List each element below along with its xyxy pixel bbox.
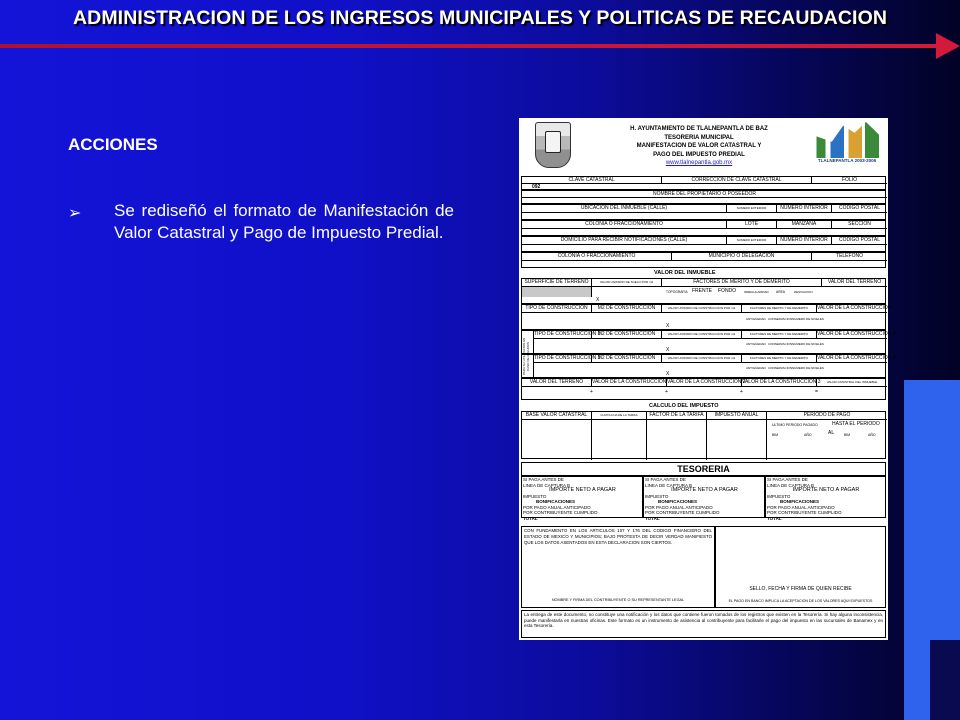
form-cell: IMPUESTO ANUAL [707, 412, 767, 420]
tes-line: LINEA DE CAPTURA B [767, 482, 815, 488]
header-line: PAGO DEL IMPUESTO PREDIAL [653, 151, 745, 158]
tesoreria-title: TESORERIA [521, 462, 886, 476]
form-cell: FACTORES DE MERITO Y DE DEMERITO [742, 305, 817, 313]
form-cell: NUMERO DE NIVELES [792, 317, 824, 321]
form-cell: NUMERO INTERIOR [777, 205, 832, 213]
form-row [521, 220, 886, 236]
form-cell: ANTIGÜEDAD [746, 342, 766, 346]
form-cell: VALOR DE LA CONSTRUCCION [817, 305, 892, 311]
form-row [521, 378, 886, 400]
form-cell: BIM [772, 433, 779, 437]
tes-line: TOTAL [645, 515, 660, 521]
tes-line: IMPUESTO [645, 493, 669, 499]
form-cell: VALOR UNITARIO DE CONSTRUCCION POR m2 [662, 355, 742, 363]
plus-sign: + [590, 389, 593, 395]
form-row [521, 304, 892, 330]
form-cell: NUMERO DE NIVELES [792, 342, 824, 346]
tes-line: BONIFICACIONES [780, 499, 820, 504]
times-sign: X [596, 297, 600, 303]
form-cell: VALOR DE LA CONSTRUCCION 3 [742, 379, 821, 385]
form-cell: TELEFONO [812, 253, 887, 261]
form-cell: BIM [844, 433, 851, 437]
city-logo-caption: TLALNEPANTLA 2003-2006 [817, 158, 877, 163]
form-row [521, 236, 886, 252]
form-cell: VALOR UNITARIO DE SUELO POR m2 [592, 279, 662, 287]
form-row [521, 411, 886, 459]
form-cell: CLAVE CATASTRAL [522, 177, 662, 184]
form-cell: LOTE [727, 221, 777, 229]
tes-line: POR CONTRIBUYENTE CUMPLIDO [767, 510, 842, 515]
form-cell: VALOR UNITARIO DE CONSTRUCCION POR m2 [662, 331, 742, 339]
form-cell: VALOR DE LA CONSTRUCCION [592, 379, 667, 385]
form-cell: MANZANA [777, 221, 832, 229]
header-line: MANIFESTACION DE VALOR CATASTRAL Y [636, 143, 762, 149]
tesoreria-column [643, 476, 765, 521]
form-cell: TOPOGRAFIA [666, 290, 688, 294]
vertical-note: PARA SU UTILIZACION EN CASO DE ADEUDOS [522, 337, 530, 375]
bullet-arrow-icon: ➢ [68, 205, 82, 222]
form-cell: DESVIACION [794, 290, 813, 294]
header-url: www.tlalnepantla.gob.mx [665, 160, 733, 166]
tes-line: POR PAGO ANUAL ANTICIPADO [767, 504, 835, 510]
form-cell: FOLIO [812, 177, 887, 184]
tes-line: IMPUESTO [523, 493, 547, 499]
plus-sign: + [665, 389, 668, 395]
form-cell: BASE VALOR CATASTRAL [522, 412, 592, 420]
form-cell: VALOR UNITARIO DE CONSTRUCCION POR m2 [662, 305, 742, 313]
section-calculo-title: CALCULO DEL IMPUESTO [649, 403, 719, 409]
form-cell: TIPO DE CONSTRUCCION [522, 305, 592, 313]
form-row [521, 252, 886, 268]
form-row [521, 204, 886, 220]
tes-line: SI PAGA ANTES DE [767, 477, 808, 482]
form-cell: VALOR CATASTRAL DEL INMUEBLE [817, 379, 887, 387]
decorative-stripe-dark [930, 640, 960, 720]
tes-line: BONIFICACIONES [536, 499, 576, 504]
form-cell: CODIGO POSTAL [832, 205, 887, 213]
stamp-label: SELLO, FECHA Y FIRMA DE QUIEN RECIBE [749, 586, 852, 592]
tes-line: POR CONTRIBUYENTE CUMPLIDO [645, 510, 720, 515]
form-cell: AÑO [804, 433, 812, 437]
form-row [521, 354, 896, 378]
tes-line: SI PAGA ANTES DE [645, 477, 686, 482]
form-cell: CONSERVACION [768, 317, 793, 321]
form-cell: M2 DE CONSTRUCCION [592, 305, 662, 313]
form-row [521, 176, 886, 190]
form-cell: VALOR DE LA CONSTRUCCION 2 [817, 331, 896, 337]
form-cell: VALOR DE LA CONSTRUCCION 2 [667, 379, 746, 385]
form-cell: VALOR DEL TERRENO [522, 379, 592, 387]
tesoreria-column [521, 476, 643, 521]
tax-form-image [519, 118, 896, 640]
tes-line: IMPUESTO [767, 493, 791, 499]
form-cell: NOMBRE DEL PROPIETARIO O POSEEDOR [522, 191, 887, 198]
form-cell: CODIGO POSTAL [832, 237, 887, 245]
form-header [519, 118, 888, 174]
form-cell: VALOR DEL TERRENO [822, 279, 887, 287]
tes-line: TOTAL [767, 515, 782, 521]
form-cell: TIPO DE CONSTRUCCION 2 [534, 331, 601, 337]
title-underline [0, 44, 940, 48]
clave-value: 092 [532, 184, 541, 190]
tesoreria-column [765, 476, 886, 521]
section-valor-title: VALOR DEL INMUEBLE [654, 270, 716, 276]
form-cell: NUMERO INTERIOR [777, 237, 832, 245]
form-cell: NUMERO EXTERIOR [727, 205, 777, 213]
tes-line: LINEA DE CAPTURA B [523, 482, 571, 488]
signature-line: NOMBRE Y FIRMA DEL CONTRIBUYENTE O SU REPRESENTANTE LEGAL [551, 598, 685, 602]
form-cell: SUPERFICIE DE TERRENO [522, 279, 592, 287]
tes-line: TOTAL [523, 515, 538, 521]
times-sign: X [666, 323, 670, 329]
form-cell: AL [828, 430, 835, 436]
form-cell: COLONIA O FRACCIONAMIENTO [522, 221, 727, 229]
form-cell: FACTORES DE MERITO Y DE DEMERITO [742, 355, 817, 363]
section-heading: ACCIONES [68, 135, 158, 154]
tes-line: POR PAGO ANUAL ANTICIPADO [523, 504, 591, 510]
form-cell: FACTOR DE LA TARIFA [647, 412, 707, 420]
form-cell: NUMERO EXTERIOR [727, 237, 777, 245]
form-cell: M2 DE CONSTRUCCION [592, 355, 662, 363]
form-cell: ULTIMO PERIODO PAGADO [772, 423, 818, 427]
form-cell: IRREGULARIDAD [744, 290, 769, 294]
form-cell: AREA [776, 290, 785, 294]
form-cell: UBICACION DEL INMUEBLE (CALLE) [522, 205, 727, 213]
form-row [521, 330, 896, 354]
city-logo-icon [809, 122, 885, 158]
tes-line: LINEA DE CAPTURA B [645, 482, 693, 488]
stamp-note: EL PAGO EN BANCO IMPLICA LA ACEPTACION DE LOS VALORES AQUI EXPUESTOS [728, 599, 873, 603]
plus-sign: + [740, 389, 743, 395]
tes-line: POR PAGO ANUAL ANTICIPADO [645, 504, 713, 510]
form-cell: CONSERVACION [768, 366, 793, 370]
form-header-text [599, 125, 799, 168]
form-cell: FACTORES DE MERITO Y DE DEMERITO [662, 279, 822, 287]
form-cell: ANTIGÜEDAD [746, 366, 766, 370]
form-cell: AÑO [868, 433, 876, 437]
form-cell: PERIODO DE PAGO [767, 412, 887, 420]
tes-line: IMPORTE NETO A PAGAR [549, 487, 616, 493]
form-cell: COLONIA O FRACCIONAMIENTO [522, 253, 672, 261]
title-arrow-icon [936, 33, 960, 59]
bullet-text: Se rediseñó el formato de Manifestación de Valor Catastral y Pago de Impuesto Predial. [114, 201, 454, 242]
form-cell: SECCION [832, 221, 887, 229]
header-line: H. AYUNTAMIENTO DE TLALNEPANTLA DE BAZ [630, 126, 768, 132]
stamp-box [715, 526, 886, 608]
times-sign: X [666, 347, 670, 353]
equals-sign: = [815, 389, 818, 395]
form-cell: FACTORES DE MERITO Y DE DEMERITO [742, 331, 817, 339]
tes-line: BONIFICACIONES [658, 499, 698, 504]
form-cell: CUOTA FIJA DE LA TARIFA [592, 412, 647, 420]
form-row [521, 190, 886, 204]
form-cell: M2 DE CONSTRUCCION [592, 331, 662, 339]
tes-line: SI PAGA ANTES DE [523, 477, 564, 482]
form-row [521, 278, 886, 304]
tes-line: IMPORTE NETO A PAGAR [792, 487, 860, 493]
tes-line: IMPORTE NETO A PAGAR [671, 487, 738, 493]
form-cell: MUNICIPIO O DELEGACION [672, 253, 812, 261]
tes-line: POR CONTRIBUYENTE CUMPLIDO [523, 510, 598, 515]
municipal-seal-icon [535, 122, 571, 168]
form-cell: DOMICILIO PARA RECIBIR NOTIFICACIONES (CALLE) [522, 237, 727, 245]
form-cell: TIPO DE CONSTRUCCION 3 [534, 355, 601, 361]
form-footer-note: La entrega de este documento, no constituye una notificación y los datos que contiene fueron tomados de los registros que existen en la Tesorería. Si hay alguna inconsistencia, puede manifestarla en nuestras oficinas. Este formato es un instrumento de asistencia al contribuyente para facilitarle el pago del impuesto en las sucursales de Banamex y en esta Tesorería. [521, 610, 886, 638]
form-cell: FRENTE [692, 288, 712, 294]
header-line: TESORERIA MUNICIPAL [664, 134, 734, 141]
form-cell: CONSERVACION [768, 342, 793, 346]
form-cell: FONDO [718, 288, 737, 294]
page-title: ADMINISTRACION DE LOS INGRESOS MUNICIPALES Y POLITICAS DE RECAUDACION [72, 7, 888, 29]
legal-declaration: CON FUNDAMENTO EN LOS ARTICULOS 107 Y 176 DEL CODIGO FINANCIERO DEL ESTADO DE MEXICO Y MUNICIPIOS; BAJO PROTESTA DE DECIR VERDAD MANIFIESTO QUE LOS DATOS ASENTADOS EN ESTA DECLARACION SON CIERTOS. [521, 526, 715, 608]
form-cell: VALOR DE LA CONSTRUCCION 3 [817, 355, 896, 361]
form-cell: ANTIGÜEDAD [746, 317, 766, 321]
form-cell: HASTA EL PERIODO [832, 421, 880, 427]
form-cell: NUMERO DE NIVELES [792, 366, 824, 370]
times-sign: X [666, 371, 670, 377]
form-cell: CORRECCION DE CLAVE CATASTRAL [662, 177, 812, 184]
